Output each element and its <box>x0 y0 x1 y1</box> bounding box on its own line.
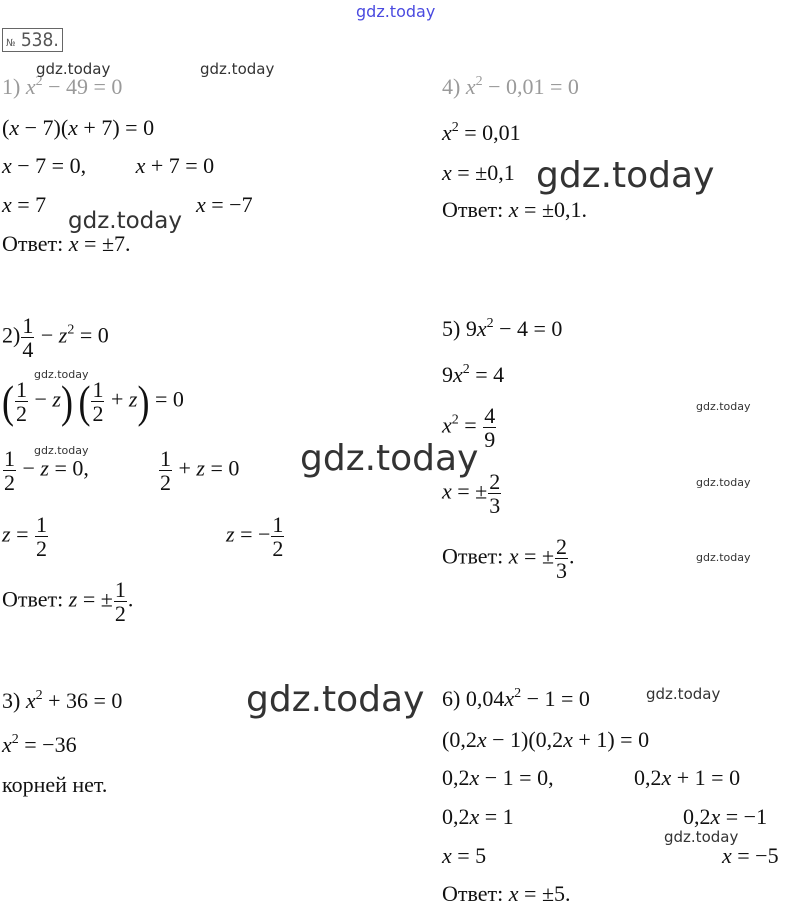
problem-6-step-4a: x = 5 <box>442 843 487 868</box>
problem-5-statement: 5) $9x^2 - 4 = 0$ <box>442 316 563 341</box>
problem-2-step-3b: z = − $\frac{1}{2}$ <box>226 512 284 562</box>
problem-4-step-1: $x^2 = 0,01$ <box>442 120 521 145</box>
problem-4-statement: 4) $x^2 - 0,01 = 0$ <box>442 74 579 99</box>
watermark: gdz.today <box>34 444 89 457</box>
problem-2-step-3a: z = $\frac{1}{2}$ <box>2 512 47 562</box>
watermark: gdz.today <box>36 60 111 78</box>
problem-6-step-1: (0,2x − 1)(0,2x + 1) = 0 <box>442 727 650 752</box>
problem-6-step-2a: 0,2x − 1 = 0, <box>442 765 554 790</box>
problem-1-answer: Ответ: x = ±7. <box>2 231 131 256</box>
watermark: gdz.today <box>646 685 721 703</box>
problem-1-statement: 1) $x^2 - 49 = 0$ <box>2 74 123 99</box>
task-number: 538. <box>20 29 59 51</box>
problem-1-step-1: (x − 7)(x + 7) = 0 <box>2 115 155 140</box>
watermark: gdz.today <box>68 208 182 234</box>
problem-2-statement: 2) $\frac{1}{4}$ − $z^2 = 0$ <box>2 313 109 363</box>
watermark: gdz.today <box>664 828 739 846</box>
problem-5-step-3: x = ± $\frac{2}{3}$ <box>442 469 501 519</box>
problem-6-step-4b: x = −5 <box>722 843 779 868</box>
problem-3-statement: 3) $x^2 + 36 = 0$ <box>2 688 123 713</box>
problem-6-step-3a: 0,2x = 1 <box>442 804 514 829</box>
problem-3-step-1: $x^2 = -36$ <box>2 732 77 757</box>
problem-2-step-1: ( $\frac{1}{2}$ − z) ( $\frac{1}{2}$ + z) = 0 <box>2 376 184 427</box>
problem-6-step-2b: 0,2x + 1 = 0 <box>634 765 741 790</box>
problem-4-answer: Ответ: x = ±0,1. <box>442 197 588 222</box>
watermark: gdz.today <box>34 368 89 381</box>
watermark: gdz.today <box>696 476 751 489</box>
watermark: gdz.today <box>246 679 425 720</box>
problem-1-step-3b: x = −7 <box>196 192 253 217</box>
watermark: gdz.today <box>696 551 751 564</box>
problem-2-step-2b: $\frac{1}{2}$ + z = 0 <box>160 446 240 496</box>
watermark: gdz.today <box>536 155 715 196</box>
watermark-top: gdz.today <box>356 2 436 21</box>
problem-6-statement: 6) $0,04x^2 - 1 = 0$ <box>442 686 590 711</box>
problem-6-answer: Ответ: x = ±5. <box>442 881 571 906</box>
problem-5-step-1: $9x^2 = 4$ <box>442 362 505 387</box>
problem-2-step-2a: $\frac{1}{2}$ − z = 0, <box>4 446 89 496</box>
problem-1-step-3a: x = 7 <box>2 192 47 217</box>
watermark: gdz.today <box>200 60 275 78</box>
watermark: gdz.today <box>300 438 479 479</box>
problem-6-step-3b: 0,2x = −1 <box>683 804 768 829</box>
watermark: gdz.today <box>696 400 751 413</box>
problem-1-step-2: x − 7 = 0, x + 7 = 0 <box>2 153 215 178</box>
problem-4-step-2: x = ±0,1 <box>442 160 515 185</box>
problem-5-step-2: $x^2$ = $\frac{4}{9}$ <box>442 403 496 453</box>
problem-2-answer: Ответ: z = ± $\frac{1}{2}$ . <box>2 577 134 627</box>
task-number-box: № 538. <box>2 28 63 52</box>
problem-5-answer: Ответ: x = ± $\frac{2}{3}$ . <box>442 534 575 584</box>
problem-3-answer: корней нет. <box>2 772 108 797</box>
